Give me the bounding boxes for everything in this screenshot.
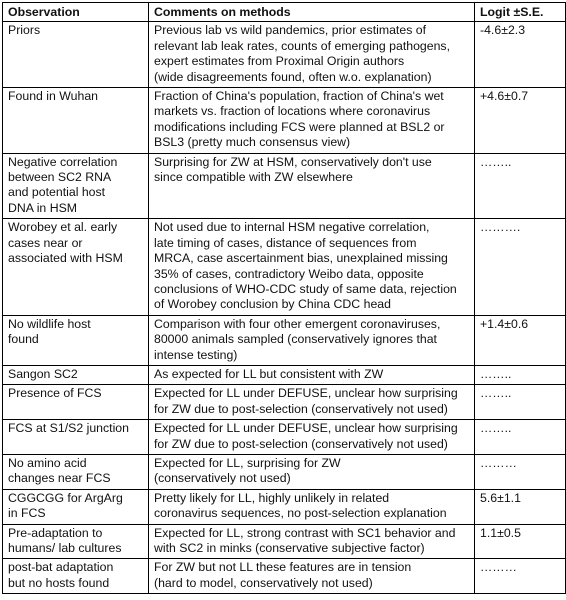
logit-cell	[475, 454, 566, 489]
observation-text: Sangon SC2	[8, 366, 78, 381]
table-row	[3, 22, 566, 88]
observation-text: Negative correlation between SC2 RNA and potential host DNA in HSM	[8, 154, 118, 215]
logit-value: 5.6±1.1	[480, 490, 521, 505]
observation-text: Found in Wuhan	[8, 89, 99, 104]
logit-cell	[475, 385, 566, 420]
comments-cell	[149, 365, 475, 384]
logit-cell	[475, 489, 566, 524]
header-observation: Observation	[3, 3, 149, 22]
comments-text: Expected for LL, surprising for ZW (conservatively not used)	[154, 455, 341, 486]
comments-cell	[149, 420, 475, 455]
logit-cell	[475, 88, 566, 154]
observation-cell	[3, 420, 149, 455]
comments-cell	[149, 22, 475, 88]
observation-text: FCS at S1/S2 junction	[8, 421, 129, 436]
table-row	[3, 489, 566, 524]
logit-value: -4.6±2.3	[480, 23, 526, 38]
comments-cell	[149, 559, 475, 594]
comments-cell	[149, 489, 475, 524]
observation-cell	[3, 365, 149, 384]
observation-text: No amino acid changes near FCS	[8, 455, 111, 486]
comments-text: Comparison with four other emergent coronaviruses, 80000 animals sampled (conservatively ignores that intense testing)	[154, 316, 441, 362]
methods-table-container	[2, 2, 565, 594]
logit-cell	[475, 524, 566, 559]
comments-cell	[149, 315, 475, 365]
table-row	[3, 454, 566, 489]
comments-text: Fraction of China's population, fraction of China's wet markets vs. fraction of locations where coronavirus modifications including FCS were planned at BSL2 or BSL3 (pretty much consensus view)	[154, 89, 445, 150]
comments-cell	[149, 454, 475, 489]
comments-cell	[149, 219, 475, 315]
logit-value: ………	[480, 560, 517, 575]
methods-table	[2, 2, 566, 594]
observation-cell	[3, 385, 149, 420]
logit-cell	[475, 22, 566, 88]
comments-cell	[149, 153, 475, 219]
table-row	[3, 219, 566, 315]
observation-text: Presence of FCS	[8, 386, 102, 401]
logit-value: ………	[480, 455, 517, 470]
comments-cell	[149, 524, 475, 559]
table-row	[3, 420, 566, 455]
observation-cell	[3, 315, 149, 365]
comments-text: Surprising for ZW at HSM, conservatively don't use since compatible with ZW elsewhere	[154, 154, 432, 185]
observation-text: post-bat adaptation but no hosts found	[8, 560, 114, 590]
observation-text: Pre-adaptation to humans/ lab cultures	[8, 525, 122, 555]
comments-cell	[149, 88, 475, 154]
observation-cell	[3, 22, 149, 88]
comments-text: Pretty likely for LL, highly unlikely in related coronavirus sequences, no post-selection explanation	[154, 490, 447, 521]
logit-value: ……..	[480, 421, 512, 436]
logit-cell	[475, 219, 566, 315]
observation-cell	[3, 524, 149, 559]
logit-value: ……..	[480, 154, 512, 169]
table-row	[3, 559, 566, 594]
comments-text: For ZW but not LL these features are in tension (hard to model, conservatively not used)	[154, 560, 412, 590]
observation-text: Priors	[8, 23, 41, 38]
comments-text: Expected for LL under DEFUSE, unclear how surprising for ZW due to post-selection (conservatively not used)	[154, 421, 458, 451]
table-row	[3, 365, 566, 384]
observation-text: CGGCGG for ArgArg in FCS	[8, 490, 123, 521]
logit-cell	[475, 420, 566, 455]
logit-value: 1.1±0.5	[480, 525, 521, 540]
logit-value: +1.4±0.6	[480, 316, 529, 331]
logit-value: ……….	[480, 220, 521, 235]
table-header-row	[3, 3, 566, 22]
comments-text: As expected for LL but consistent with ZW	[154, 366, 384, 381]
observation-text: Worobey et al. early cases near or associated with HSM	[8, 220, 123, 266]
observation-text: No wildlife host found	[8, 316, 91, 347]
logit-cell	[475, 559, 566, 594]
logit-value: +4.6±0.7	[480, 89, 529, 104]
observation-cell	[3, 88, 149, 154]
header-logit: Logit ±S.E.	[475, 3, 566, 22]
observation-cell	[3, 219, 149, 315]
table-row	[3, 385, 566, 420]
comments-cell	[149, 385, 475, 420]
logit-cell	[475, 153, 566, 219]
logit-value: ……..	[480, 386, 512, 401]
observation-cell	[3, 489, 149, 524]
header-comments: Comments on methods	[149, 3, 475, 22]
observation-cell	[3, 153, 149, 219]
comments-text: Not used due to internal HSM negative correlation, late timing of cases, distance of sequences from MRCA, case ascertainment bias, unexplained missing 35% of cases, contradictory Weibo data, opposite conclusions of WHO-CDC study of same data, rejection of Worobey conclusion by China CDC head	[154, 220, 457, 312]
table-row	[3, 524, 566, 559]
observation-cell	[3, 559, 149, 594]
comments-text: Previous lab vs wild pandemics, prior estimates of relevant lab leak rates, counts of emerging pathogens, expert estimates from Proximal Origin authors (wide disagreements found, often w.o. explanation)	[154, 23, 450, 84]
logit-value: ……..	[480, 366, 512, 381]
logit-cell	[475, 365, 566, 384]
table-row	[3, 153, 566, 219]
table-row	[3, 315, 566, 365]
comments-text: Expected for LL, strong contrast with SC1 behavior and with SC2 in minks (conservative subjective factor)	[154, 525, 456, 555]
table-row	[3, 88, 566, 154]
logit-cell	[475, 315, 566, 365]
observation-cell	[3, 454, 149, 489]
comments-text: Expected for LL under DEFUSE, unclear how surprising for ZW due to post-selection (conservatively not used)	[154, 386, 458, 416]
table-body	[3, 22, 566, 594]
